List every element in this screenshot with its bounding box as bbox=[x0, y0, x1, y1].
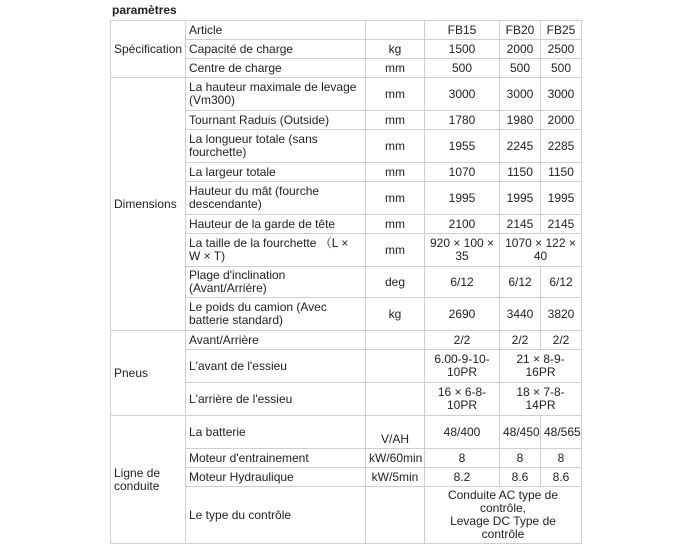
row-label: Le poids du camion (Avec batterie standard) bbox=[186, 298, 366, 331]
model-header-fb25: FB25 bbox=[541, 21, 582, 40]
value-cell: 3820 bbox=[541, 298, 582, 331]
value-cell: 8 bbox=[425, 449, 500, 468]
value-cell: 2145 bbox=[500, 215, 541, 234]
model-header-fb15: FB15 bbox=[425, 21, 500, 40]
unit-cell: mm bbox=[366, 182, 425, 215]
value-cell: 8 bbox=[541, 449, 582, 468]
value-cell: 2000 bbox=[541, 111, 582, 130]
unit-cell bbox=[366, 487, 425, 544]
control-type-cell bbox=[425, 487, 582, 544]
value-cell: 48/450 bbox=[500, 416, 541, 449]
value-cell: 2285 bbox=[541, 130, 582, 163]
unit-cell bbox=[366, 21, 425, 40]
unit-cell: deg bbox=[366, 267, 425, 298]
value-cell: 1500 bbox=[425, 40, 500, 59]
group-label-specification: Spécification bbox=[111, 21, 186, 78]
row-label: Tournant Raduis (Outside) bbox=[186, 111, 366, 130]
unit-cell: mm bbox=[366, 111, 425, 130]
value-cell: 1995 bbox=[541, 182, 582, 215]
unit-cell: mm bbox=[366, 78, 425, 111]
table-row bbox=[111, 331, 582, 350]
unit-cell: mm bbox=[366, 163, 425, 182]
row-label: L'arrière de l'essieu bbox=[186, 383, 366, 416]
value-cell: 1995 bbox=[500, 182, 541, 215]
group-label-ligne: Ligne de conduite bbox=[111, 416, 186, 544]
value-cell: 2000 bbox=[500, 40, 541, 59]
page-title: paramètres bbox=[112, 3, 177, 17]
control-type-line: Conduite AC type de contrôle, bbox=[447, 488, 559, 515]
row-label: La largeur totale bbox=[186, 163, 366, 182]
row-label: Hauteur du mât (fourche descendante) bbox=[186, 182, 366, 215]
unit-cell: kW/60min bbox=[366, 449, 425, 468]
row-label: Moteur d'entrainement bbox=[186, 449, 366, 468]
row-label: L'avant de l'essieu bbox=[186, 350, 366, 383]
value-cell: 2245 bbox=[500, 130, 541, 163]
value-cell: 48/400 bbox=[425, 416, 500, 449]
row-label: Centre de charge bbox=[186, 59, 366, 78]
unit-cell: mm bbox=[366, 59, 425, 78]
value-cell: 16 × 6-8-10PR bbox=[425, 383, 500, 416]
unit-cell: mm bbox=[366, 234, 425, 267]
row-label: Le type du contrôle bbox=[186, 487, 366, 544]
table-row bbox=[111, 416, 582, 449]
value-cell: 8.6 bbox=[541, 468, 582, 487]
value-cell: 6.00-9-10-10PR bbox=[425, 350, 500, 383]
row-label: Hauteur de la garde de tête bbox=[186, 215, 366, 234]
value-cell: 3000 bbox=[541, 78, 582, 111]
value-cell: 2690 bbox=[425, 298, 500, 331]
value-cell: 3440 bbox=[500, 298, 541, 331]
value-cell: 1070 × 122 × 40 bbox=[500, 234, 582, 267]
value-cell: 3000 bbox=[425, 78, 500, 111]
value-cell: 2/2 bbox=[500, 331, 541, 350]
value-cell: 8 bbox=[500, 449, 541, 468]
specifications-table bbox=[110, 20, 582, 544]
value-cell: 21 × 8-9-16PR bbox=[500, 350, 582, 383]
value-cell: 6/12 bbox=[541, 267, 582, 298]
value-cell: 2500 bbox=[541, 40, 582, 59]
value-cell: 48/565 bbox=[541, 416, 582, 449]
value-cell: 18 × 7-8-14PR bbox=[500, 383, 582, 416]
value-cell: 8.6 bbox=[500, 468, 541, 487]
row-label: La batterie bbox=[186, 416, 366, 449]
table-row bbox=[111, 21, 582, 40]
value-cell: 2/2 bbox=[425, 331, 500, 350]
row-label: Capacité de charge bbox=[186, 40, 366, 59]
unit-cell: kg bbox=[366, 40, 425, 59]
value-cell: 920 × 100 × 35 bbox=[425, 234, 500, 267]
row-label: Article bbox=[186, 21, 366, 40]
unit-cell: kg bbox=[366, 298, 425, 331]
row-label: Moteur Hydraulique bbox=[186, 468, 366, 487]
unit-cell bbox=[366, 350, 425, 383]
value-cell: 1780 bbox=[425, 111, 500, 130]
row-label: Plage d'inclination (Avant/Arrière) bbox=[186, 267, 366, 298]
value-cell: 2100 bbox=[425, 215, 500, 234]
value-cell: 1995 bbox=[425, 182, 500, 215]
control-type-line: Levage DC Type de contrôle bbox=[450, 514, 556, 541]
value-cell: 500 bbox=[500, 59, 541, 78]
value-cell: 500 bbox=[425, 59, 500, 78]
value-cell: 1980 bbox=[500, 111, 541, 130]
table-row bbox=[111, 78, 582, 111]
value-cell: 6/12 bbox=[425, 267, 500, 298]
row-label: Avant/Arrière bbox=[186, 331, 366, 350]
value-cell: 1150 bbox=[541, 163, 582, 182]
unit-cell: kW/5min bbox=[366, 468, 425, 487]
unit-cell bbox=[366, 331, 425, 350]
value-cell: 500 bbox=[541, 59, 582, 78]
value-cell: 1070 bbox=[425, 163, 500, 182]
row-label: La longueur totale (sans fourchette) bbox=[186, 130, 366, 163]
group-label-pneus: Pneus bbox=[111, 331, 186, 416]
value-cell: 3000 bbox=[500, 78, 541, 111]
unit-cell bbox=[366, 383, 425, 416]
unit-cell: mm bbox=[366, 130, 425, 163]
row-label: La hauteur maximale de levage (Vm300) bbox=[186, 78, 366, 111]
value-cell: 1150 bbox=[500, 163, 541, 182]
unit-cell: V/AH bbox=[366, 416, 425, 449]
value-cell: 2/2 bbox=[541, 331, 582, 350]
unit-cell: mm bbox=[366, 215, 425, 234]
value-cell: 8.2 bbox=[425, 468, 500, 487]
group-label-dimensions: Dimensions bbox=[111, 78, 186, 331]
value-cell: 2145 bbox=[541, 215, 582, 234]
value-cell: 1955 bbox=[425, 130, 500, 163]
value-cell: 6/12 bbox=[500, 267, 541, 298]
model-header-fb20: FB20 bbox=[500, 21, 541, 40]
row-label: La taille de la fourchette （L × W × T) bbox=[186, 234, 366, 267]
